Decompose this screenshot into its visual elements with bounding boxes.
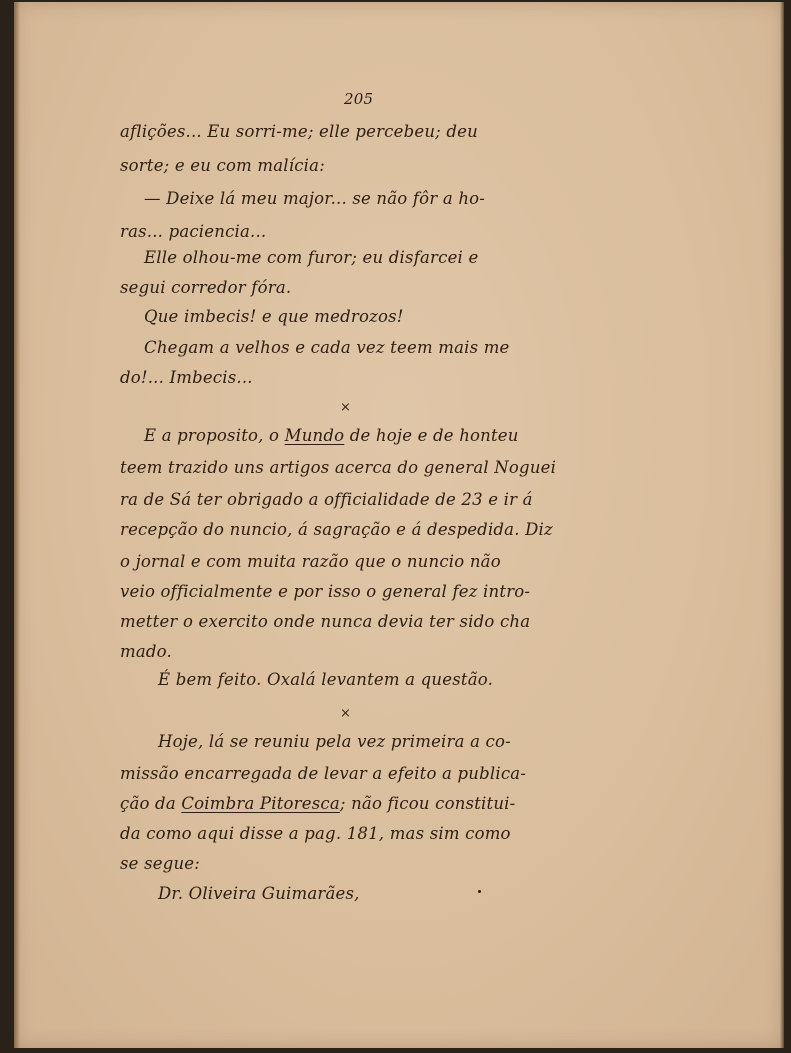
text-line: ras... paciencia... [120, 222, 267, 241]
text-line: aflições... Eu sorri-me; elle percebeu; deu [120, 122, 478, 141]
text-line: Que imbecis! e que medrozos! [144, 307, 404, 326]
text-line: sorte; e eu com malícia: [120, 156, 325, 175]
handwritten-text [14, 2, 784, 1048]
text-line: metter o exercito onde nunca devia ter sido cha [120, 612, 531, 631]
text-line: Hoje, lá se reuniu pela vez primeira a co- [158, 732, 511, 751]
text-line: do!... Imbecis... [120, 368, 253, 387]
ink-dot [478, 890, 481, 893]
text-line [144, 426, 519, 445]
text-line: Chegam a velhos e cada vez teem mais me [144, 338, 510, 357]
page-number: 205 [344, 90, 374, 108]
text-line: teem trazido uns artigos acerca do general Noguei [120, 458, 557, 477]
section-separator: × [340, 400, 352, 415]
underlined-title: Coimbra Pitoresca [181, 794, 340, 813]
text-line: segui corredor fóra. [120, 278, 292, 297]
text-line [120, 794, 515, 813]
text-line: mado. [120, 642, 172, 661]
text-line: É bem feito. Oxalá levantem a questão. [158, 670, 494, 689]
section-separator: × [340, 706, 352, 721]
text-line: ra de Sá ter obrigado a officialidade de 23 e ir á [120, 490, 533, 509]
text-line: missão encarregada de levar a efeito a publica- [120, 764, 527, 783]
underlined-title: Mundo [284, 426, 345, 445]
text-segment: E a proposito, o [144, 426, 280, 445]
text-segment: ção da [120, 794, 176, 813]
text-line: — Deixe lá meu major... se não fôr a ho- [144, 189, 486, 208]
text-line: Dr. Oliveira Guimarães, [158, 884, 360, 903]
text-line: o jornal e com muita razão que o nuncio não [120, 552, 501, 571]
text-line: Elle olhou-me com furor; eu disfarcei e [144, 248, 479, 267]
text-line: veio officialmente e por isso o general fez intro- [120, 582, 531, 601]
text-line: da como aqui disse a pag. 181, mas sim como [120, 824, 511, 843]
manuscript-page [14, 2, 784, 1048]
text-segment: de hoje e de honteu [349, 426, 519, 445]
text-line: se segue: [120, 854, 201, 873]
text-line: recepção do nuncio, á sagração e á despedida. Diz [120, 520, 553, 539]
text-segment: ; não ficou constitui- [339, 794, 516, 813]
